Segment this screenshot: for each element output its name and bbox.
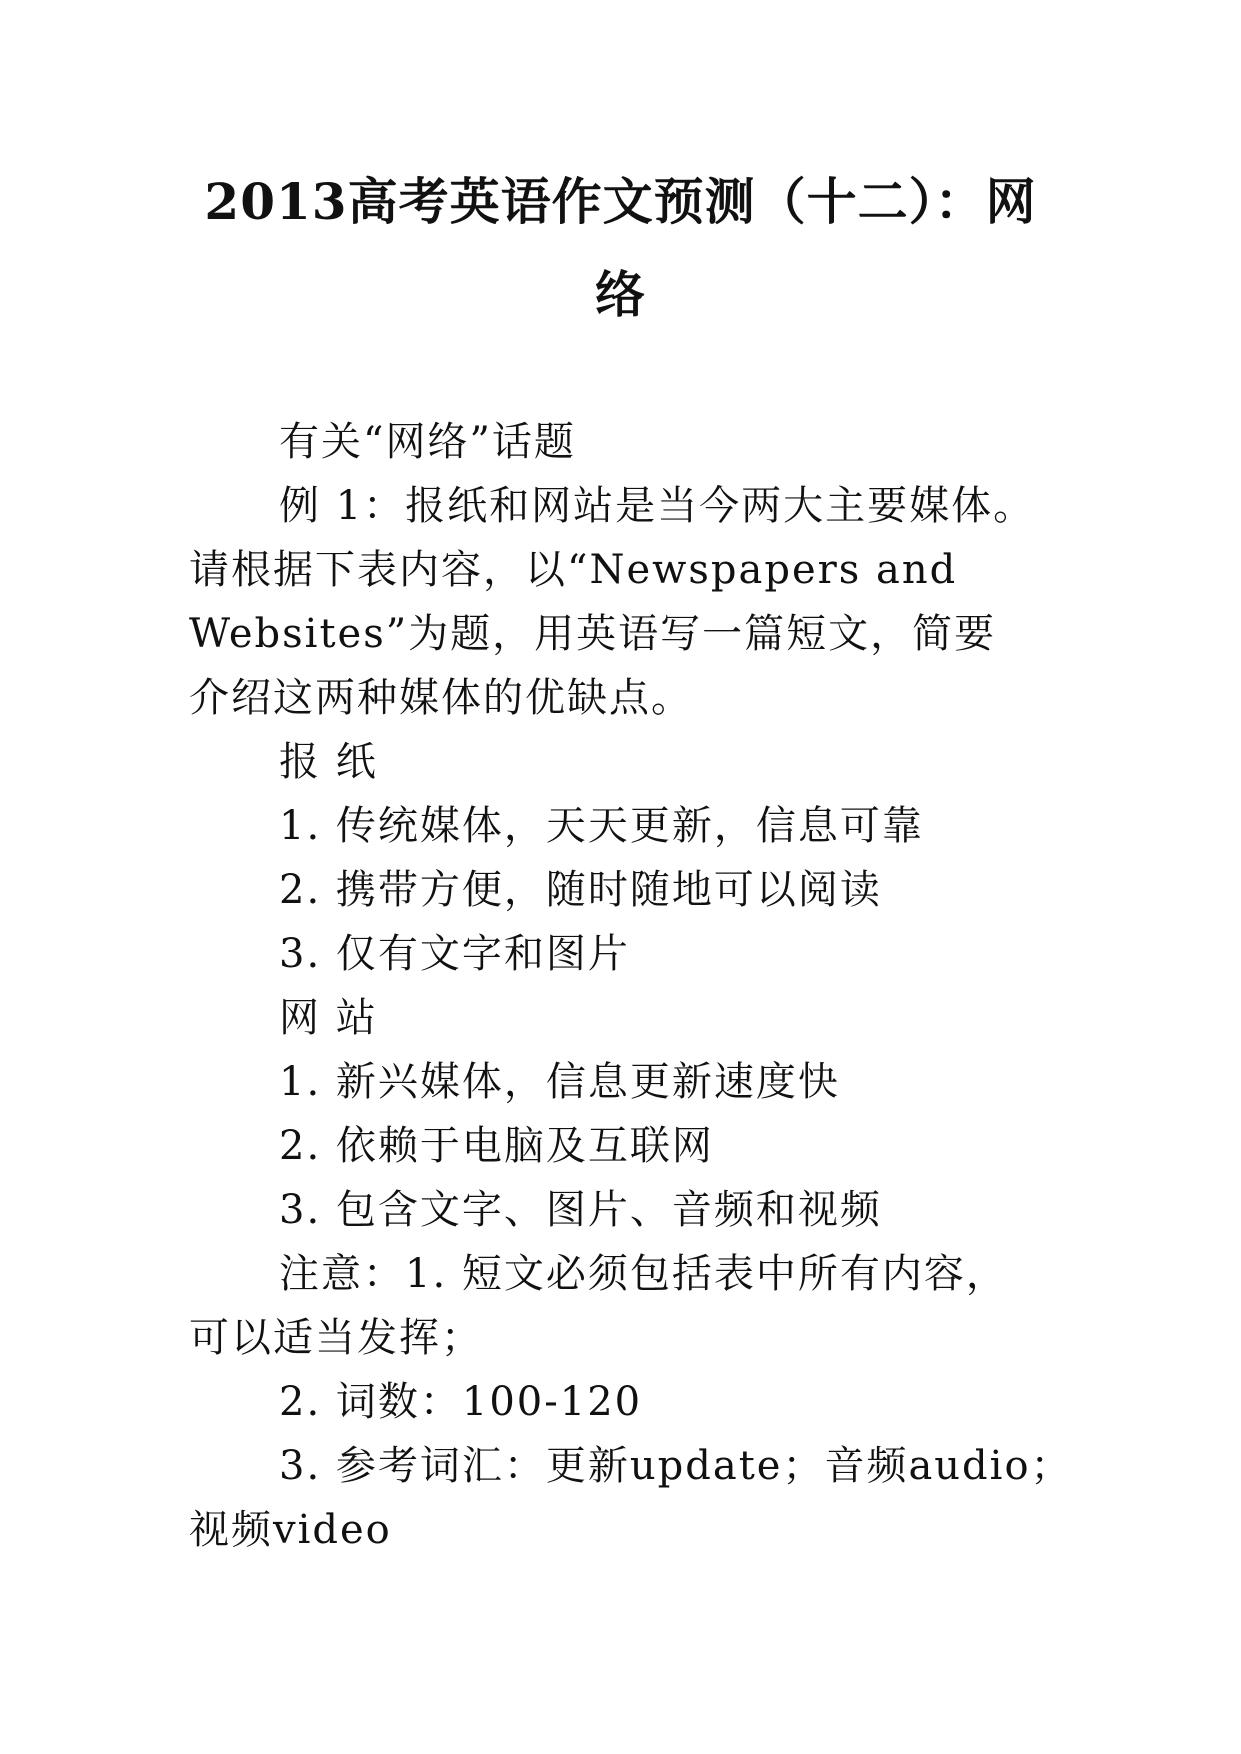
newspaper-point-3: 3. 仅有文字和图片 [279, 931, 630, 977]
note-vocabulary-line-1: 3. 参考词汇：更新update；音频audio； [279, 1443, 1073, 1489]
website-point-3: 3. 包含文字、图片、音频和视频 [279, 1187, 882, 1233]
note-line-1: 注意：1. 短文必须包括表中所有内容， [279, 1251, 1008, 1297]
website-point-1: 1. 新兴媒体，信息更新速度快 [279, 1059, 840, 1105]
website-point-2: 2. 依赖于电脑及互联网 [279, 1123, 714, 1169]
example-intro-line-1: 例 1：报纸和网站是当今两大主要媒体。 [279, 483, 1036, 529]
note-line-2: 可以适当发挥； [189, 1315, 483, 1361]
newspaper-point-1: 1. 传统媒体，天天更新，信息可靠 [279, 803, 924, 849]
topic-heading: 有关“网络”话题 [279, 419, 576, 465]
newspaper-point-2: 2. 携带方便，随时随地可以阅读 [279, 867, 882, 913]
document-title-line-1: 2013高考英语作文预测（十二）：网 [204, 172, 1037, 231]
example-intro-line-3: Websites”为题，用英语写一篇短文，简要 [189, 611, 997, 657]
website-heading: 网 站 [279, 995, 378, 1041]
newspaper-heading: 报 纸 [279, 739, 378, 785]
document-title-line-2: 络 [595, 265, 646, 324]
note-word-count: 2. 词数：100-120 [279, 1379, 643, 1425]
example-intro-line-2: 请根据下表内容，以“Newspapers and [189, 547, 958, 593]
note-vocabulary-line-2: 视频video [189, 1507, 392, 1553]
example-intro-line-4: 介绍这两种媒体的优缺点。 [189, 675, 693, 721]
